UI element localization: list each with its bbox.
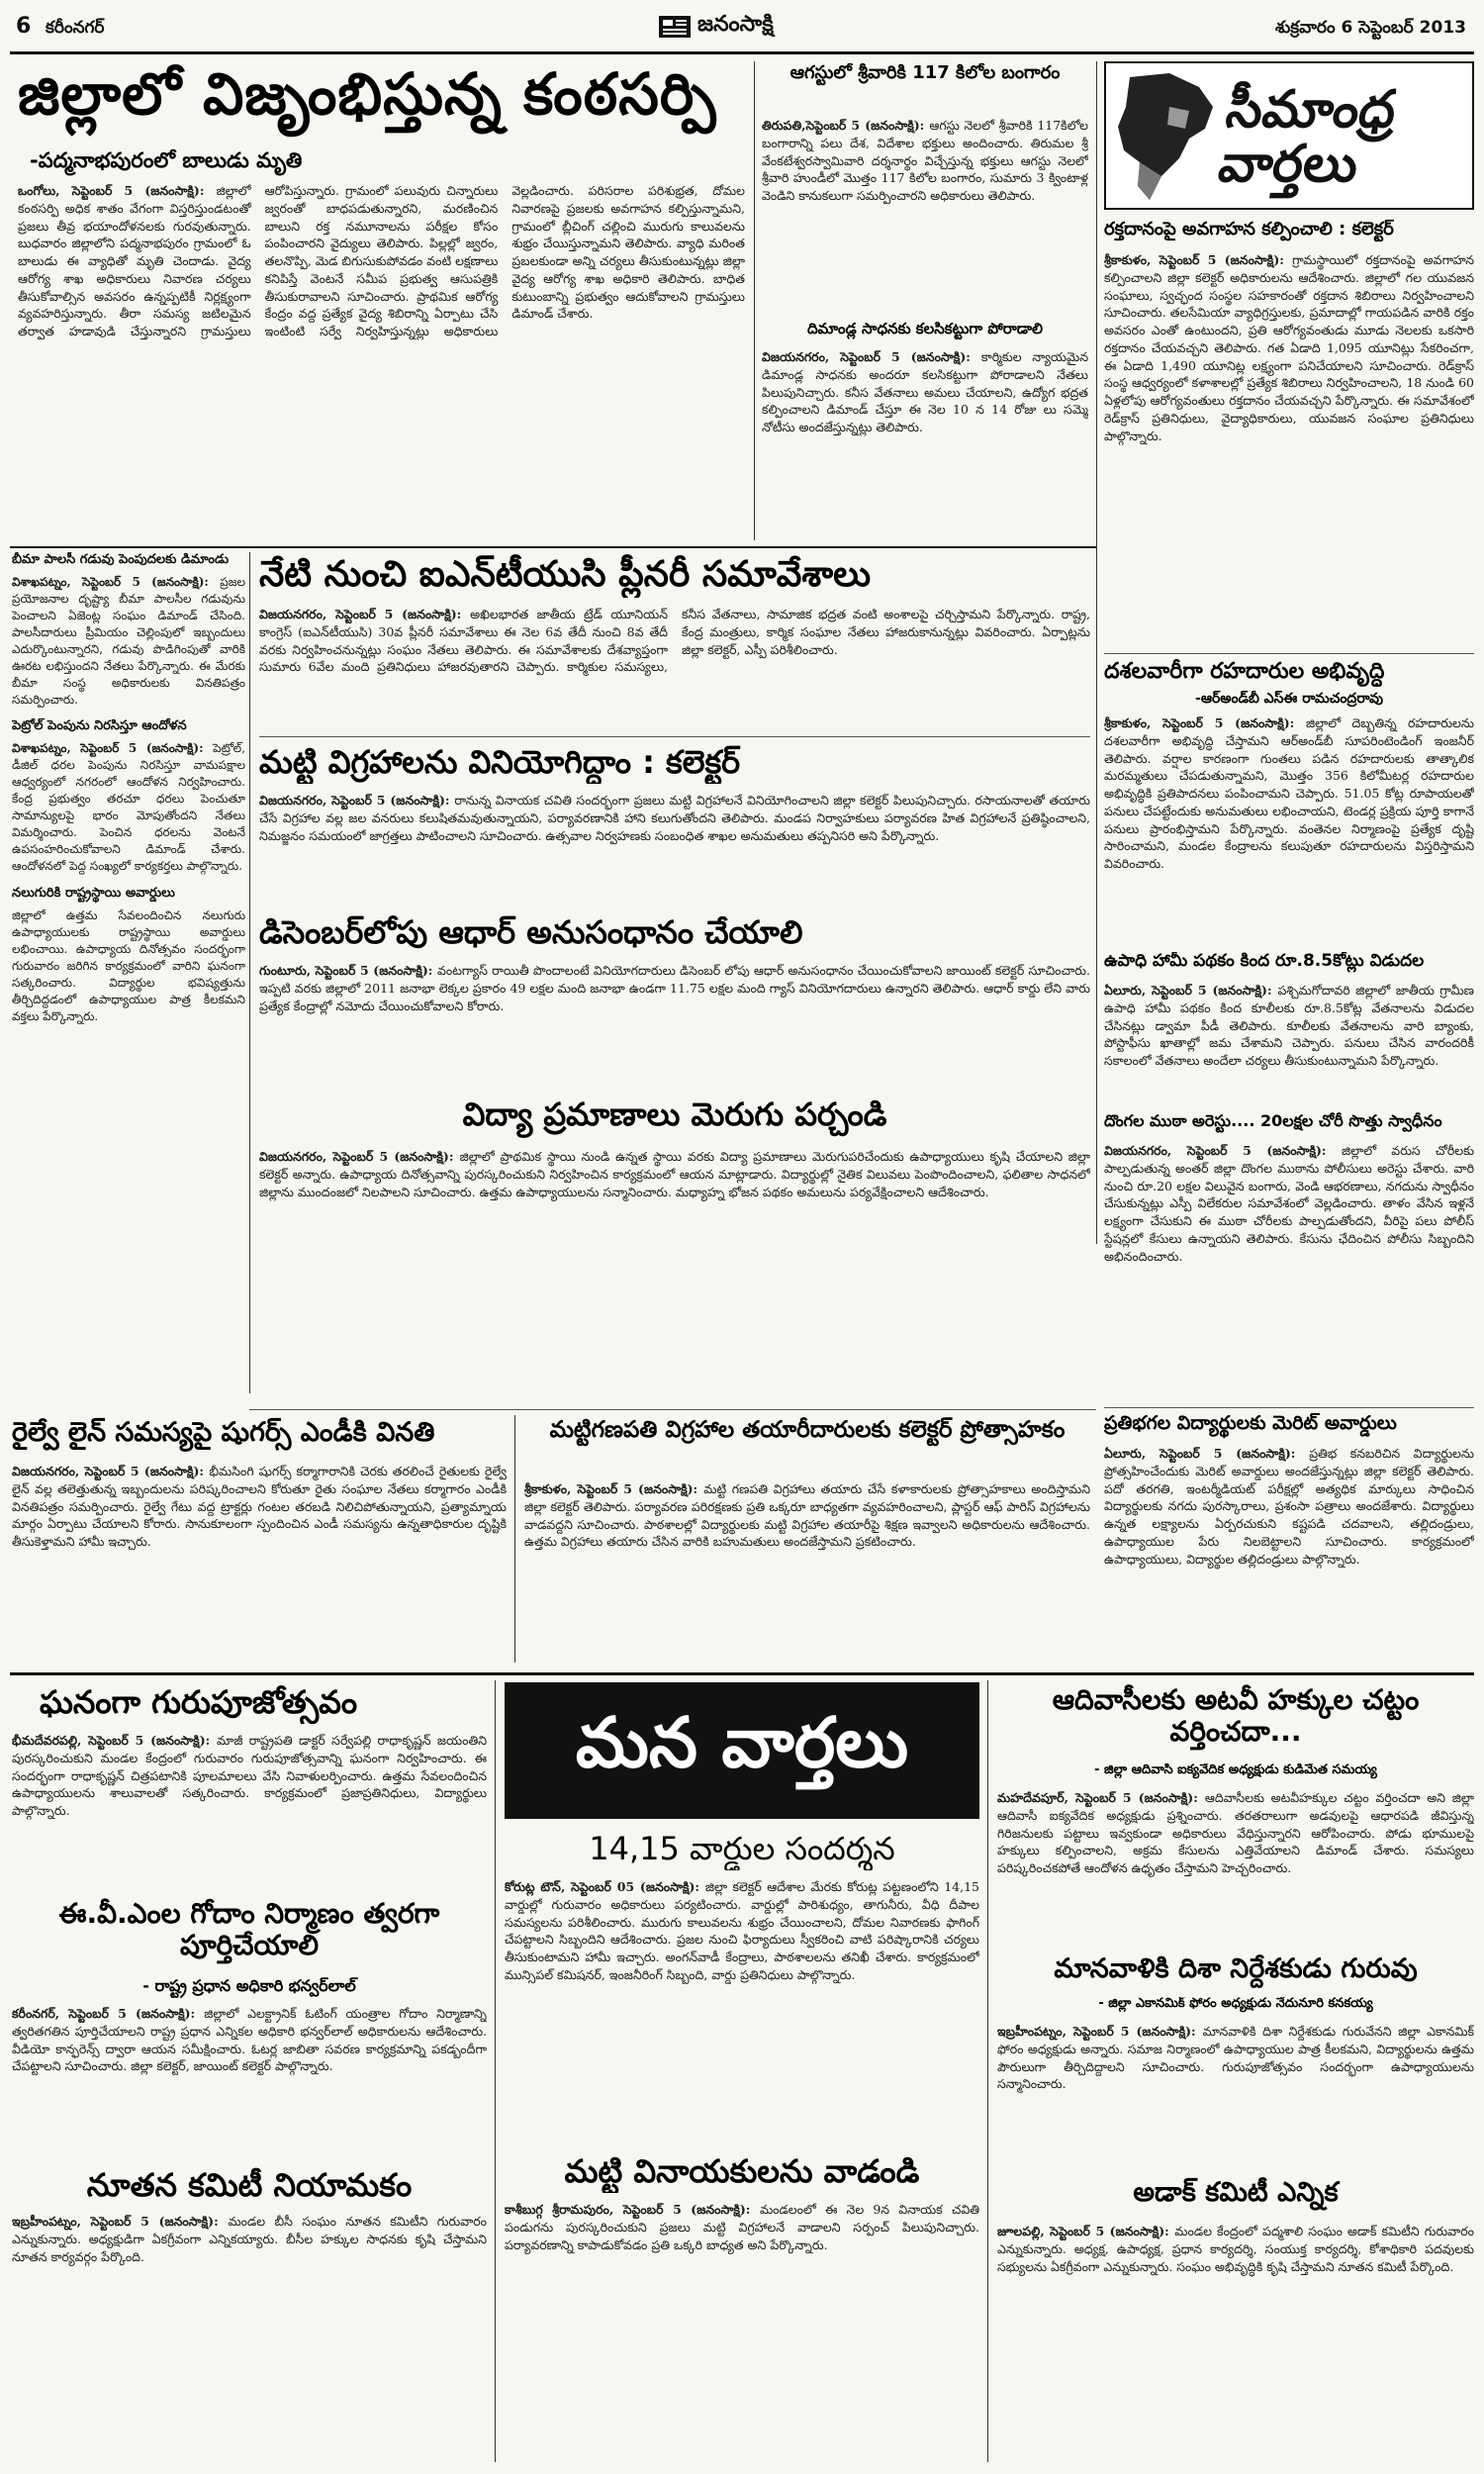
ganesh-story [524,1480,1090,1661]
demands-story [762,348,1088,540]
plenary-headline: నేటి నుంచి ఐఎన్‌టీయుసి ప్లీనరీ సమావేశాలు [259,554,872,595]
seemandhra-banner [1104,61,1474,210]
demands-dateline: విజయనగరం, సెప్టెంబర్ 5 (జనంసాక్షి): [762,349,981,364]
clay-dateline: కాశీబుగ్గ శ్రీరామపురం, సెప్టెంబర్ 5 (జనంసాక్షి): [505,2202,760,2217]
railway-dateline: విజయనగరం, సెప్టెంబర్ 5 (జనంసాక్షి): [12,1464,210,1478]
aadhaar-body: వంటగ్యాస్ రాయితీ పొందాలంటే వినియోగదారులు డిసెంబర్ లోపు ఆధార్ అనుసంధానం చేయించుకోవాలని జాయింట్ కలెక్టర్ సూచించారు. ఇప్పటి వరకు జిల్లాలో 2011 జనాభా లెక్కల ప్రకారం 49 లక్షల మంది జనాభా ఉండగా 11.75 లక్షల మంది గ్యాస్ వినియోగదారులు ఉన్నారని తెలిపారు. ఆధార్ కార్డు లేని వారు ప్రత్యేక కేంద్రాల్లో నమోదు చేయించుకోవాలని కోరారు. [259,963,1090,1013]
seemandhra-divider [1096,61,1097,1244]
guru-story [12,1732,487,1890]
guide-subhead: - జిల్లా ఎకానమిక్ ఫోరం అధ్యక్షుడు నేదునూరి కనకయ్య [1098,1997,1373,2011]
lead-divider [754,61,755,540]
bottom-band-rule [10,1672,1474,1675]
education-headline: విద్యా ప్రమాణాలు మెరుగు పర్చండి [462,1096,887,1133]
committee-story [12,2213,487,2460]
adhoc-dateline: జూలపల్లి, సెప్టెంబర్ 5 (జనంసాక్షి): [997,2224,1175,2238]
railway-story [12,1463,507,1661]
blood-headline: రక్తదానంపై అవగాహన కల్పించాలి : కలెక్టర్ [1104,220,1394,239]
plenary-body: అఖిలభారత జాతీయ ట్రేడ్ యూనియన్ కాంగ్రెస్ (ఐఎన్‌టీయుసి) 30వ ప్లీనరీ సమావేశాలు ఈ నెల 6వ తేదీ నుంచి 8వ తేదీ వరకు నిర్వహించనున్నట్లు సంఘం నేతలు తెలిపారు. ఈ సమావేశాలకు దేశవ్యాప్తంగా సుమారు 6వేల మంది ప్రతినిధులు హాజరవుతారని చెప్పారు. కార్మికుల సమస్యలు, కనీస వేతనాలు, సామాజిక భద్రత వంటి అంశాలపై చర్చిస్తామని పేర్కొన్నారు. రాష్ట్ర, కేంద్ర మంత్రులు, కార్మిక సంఘాల నేతలు హాజరుకానున్నట్లు వివరించారు. ఏర్పాట్లను జిల్లా కలెక్టర్, ఎస్పీ పరిశీలించారు. [259,607,1090,675]
andhra-pradesh-map-icon [1110,67,1219,206]
ganesh-dateline: శ్రీకాకుళం, సెప్టెంబర్ 5 (జనంసాక్షి): [524,1481,704,1496]
guide-story [997,2023,1474,2171]
blood-body: గ్రామస్థాయిలో రక్తదానంపై అవగాహన కల్పించాలని జిల్లా కలెక్టర్ అధికారులను ఆదేశించారు. జిల్లాలో గల యువజన సంఘాలు, స్వచ్ఛంద సంస్థల సహకారంతో రక్తదాన శిబిరాలు నిర్వహించాలని సూచించారు. తలసేమియా వ్యాధిగ్రస్తులకు, ప్రమాదాల్లో గాయపడిన వారికి రక్తం అవసరం ఎంతో ఉంటుందని, ప్రతి ఆరోగ్యవంతుడు మూడు నెలలకు ఒకసారి రక్తదానం చేయవచ్చని తెలిపారు. గత ఏడాది 1,095 యూనిట్లు సేకరించగా, ఈ ఏడాది 1,490 యూనిట్ల లక్ష్యంగా పనిచేయాలని సూచించారు. రెడ్‌క్రాస్ సంస్థ ఆధ్వర్యంలో కళాశాలల్లో ప్రత్యేక శిబిరాలు నిర్వహించాలని, 18 నుండి 60 ఏళ్లలోపు ఆరోగ్యవంతులు రక్తదానం చేయవచ్చని పేర్కొన్నారు. ఈ సమావేశంలో రెడ్‌క్రాస్ ప్రతినిధులు, వైద్యాధికారులు, యువజన సంఘాల ప్రతినిధులు పాల్గొన్నారు. [1104,252,1474,443]
employment-headline: ఉపాధి హామీ పథకం కింద రూ.8.5కోట్లు విడుదల [1104,952,1425,971]
idols-rule [259,736,1090,737]
guru-headline: ఘనంగా గురుపూజోత్సవం [40,1684,358,1721]
gold-body: ఆగస్టు నెలలో శ్రీవారికి 117కిలోల బంగారాన్ని పలు దేశ, విదేశాల భక్తులు అందించారు. తిరుమల శ్రీ వేంకటేశ్వరస్వామివారి దర్శనార్థం విచ్చేస్తున్న భక్తులు ఆగస్టు నెలలో శ్రీవారి హుండీలో మొత్తం 117 కిలోల బంగారం, సుమారు 3 క్వింటాళ్ల వెండిని కానుకలుగా సమర్పించారని అధికారులు తెలిపారు. [762,118,1088,203]
bottom-left-divider [495,1680,496,2462]
aadhaar-story [259,962,1090,1091]
merit-dateline: ఏలూరు, సెప్టెంబర్ 5 (జనంసాక్షి): [1104,1446,1310,1461]
wards-body: జిల్లా కలెక్టర్ ఆదేశాల మేరకు కోరుట్ల పట్టణంలోని 14,15 వార్డుల్లో గురువారం అధికారులు పర్యటించారు. వార్డుల్లో పారిశుధ్యం, తాగునీరు, వీధి దీపాల సమస్యలను పరిశీలించారు. మురుగు కాలువలను శుభ్రం చేయించాలని, దోమల నివారణకు ఫాగింగ్ చేపట్టాలని సిబ్బందిని ఆదేశించారు. ప్రజల నుంచి ఫిర్యాదులు స్వీకరించి వాటి పరిష్కారానికి చర్యలు తీసుకుంటామని హామీ ఇచ్చారు. అంగన్‌వాడీ కేంద్రాలు, పాఠశాలలను తనిఖీ చేశారు. కార్యక్రమంలో మున్సిపల్ కమిషనర్, ఇంజనీరింగ్ సిబ్బంది, వార్డు ప్రతినిధులు పాల్గొన్నారు. [505,1879,979,1982]
idols-body: రానున్న వినాయక చవితి సందర్భంగా ప్రజలు మట్టి విగ్రహాలనే వినియోగించాలని జిల్లా కలెక్టర్ పిలుపునిచ్చారు. రసాయనాలతో తయారు చేసే విగ్రహాల వల్ల జల వనరులు కలుషితమవుతున్నాయని, పర్యావరణానికి హాని కలుగుతోందని తెలిపారు. మండప నిర్వాహకులు పర్యావరణ హిత విగ్రహాలనే ప్రతిష్ఠించాలని, నిమజ్జనం సమయంలో జాగ్రత్తలు పాటించాలని సూచించారు. ఉత్సవాల నిర్వహణకు సంబంధిత శాఖల అనుమతులు తప్పనిసరి అని పేర్కొన్నారు. [259,793,1090,843]
railway-rule [249,1409,1096,1410]
theft-story [1104,1142,1474,1401]
idols-headline: మట్టి విగ్రహాలను వినియోగిద్దాం : కలెక్టర్ [259,744,741,781]
demands-body: కార్మికుల న్యాయమైన డిమాండ్ల సాధనకు అందరూ కలసికట్టుగా పోరాడాలని నేతలు పిలుపునిచ్చారు. కనీస వేతనాలు అమలు చేయాలని, ఉద్యోగ భద్రత కల్పించాలని డిమాండ్ చేస్తూ ఈ నెల 10 న 14 రోజు లు సమ్మె నోటీసు అందజేస్తున్నట్లు తెలిపారు. [762,349,1088,434]
adhoc-body: మండల కేంద్రంలో పద్మశాలి సంఘం అడాక్ కమిటీని గురువారం ఎన్నుకున్నారు. అధ్యక్ష, ఉపాధ్యక్ష, ప్రధాన కార్యదర్శి, సంయుక్త కార్యదర్శి, కోశాధికారి పదవులకు సభ్యులను ఏకగ్రీవంగా ఎన్నుకున్నారు. సంఘం అభివృద్ధికి కృషి చేస్తామని నూతన కమిటీ పేర్కొంది. [997,2224,1474,2274]
insurance-dateline: విశాఖపట్నం, సెప్టెంబర్ 5 (జనంసాక్షి): [12,575,221,589]
blood-story [1104,251,1474,649]
newspaper-logo-icon [658,12,692,42]
petrol-headline: పెట్రోల్ పెంపును నిరసిస్తూ ఆందోళన [12,718,187,734]
employment-story [1104,982,1474,1108]
plenary-dateline: విజయనగరం, సెప్టెంబర్ 5 (జనంసాక్షి): [259,607,471,621]
lead-story [18,182,745,540]
guide-headline: మానవాళికి దిశా నిర్దేశకుడు గురువు [1054,1953,1418,1984]
gold-headline: ఆగస్టులో శ్రీవారికి 117 కిలోల బంగారం [789,63,1061,83]
petrol-dateline: విశాఖపట్నం, సెప్టెంబర్ 5 (జనంసాక్షి): [12,741,214,756]
guru-body: మాజీ రాష్ట్రపతి డాక్టర్ సర్వేపల్లి రాధాకృష్ణన్ జయంతిని పురస్కరించుకుని మండల కేంద్రంలో గురువారం గురుపూజోత్సవాన్ని ఘనంగా నిర్వహించారు. ఈ సందర్భంగా రాధాకృష్ణన్ చిత్రపటానికి పూలమాలలు వేసి నివాళులర్పించారు. ఉత్తమ సేవలందించిన ఉపాధ్యాయులను శాలువాలతో సత్కరించారు. కార్యక్రమంలో ప్రజాప్రతినిధులు, విద్యార్థులు పాల్గొన్నారు. [12,1733,487,1818]
theft-body: జిల్లాలో వరుస చోరీలకు పాల్పడుతున్న అంతర్ జిల్లా దొంగల ముఠాను పోలీసులు అరెస్టు చేశారు. వారి నుంచి రూ.20 లక్షల విలువైన బంగారు, వెండి ఆభరణాలు, నగదును స్వాధీనం చేసుకున్నట్లు ఎస్పీ విలేకరుల సమావేశంలో వెల్లడించారు. తాళం వేసిన ఇళ్లనే లక్ష్యంగా చేసుకుని ఈ ముఠా చోరీలకు పాల్పడుతోందని, వీరిపై పలు పోలీస్ స్టేషన్లలో కేసులు ఉన్నాయని తెలిపారు. కేసును ఛేదించిన పోలీసు సిబ్బందిని అభినందించారు. [1104,1143,1474,1264]
evm-story [12,2005,487,2159]
education-dateline: విజయనగరం, సెప్టెంబర్ 5 (జనంసాక్షి): [259,1149,460,1164]
guide-dateline: ఇబ్రహీంపట్నం, సెప్టెంబర్ 5 (జనంసాక్షి): [997,2024,1203,2039]
idols-dateline: విజయనగరం, సెప్టెంబర్ 5 (జనంసాక్షి): [259,793,455,808]
railway-headline: రైల్వే లైన్ సమస్యపై షుగర్స్ ఎండీకి వినతి [12,1417,435,1448]
bottom-right-divider [987,1680,988,2462]
mana-vartalu-banner [505,1682,979,1819]
clay-story [505,2201,979,2460]
section-name: కరీంనగర్ [46,18,105,38]
roads-story [1104,714,1474,948]
adivasi-headline: ఆదివాసీలకు అటవీ హక్కుల చట్టం వర్తించదా... [1052,1684,1420,1749]
blood-dateline: శ్రీకాకుళం, సెప్టెంబర్ 5 (జనంసాక్షి): [1104,252,1293,267]
adivasi-subhead: - జిల్లా ఆదివాసీ ఐక్యవేదిక అధ్యక్షుడు కుడిమేత సమయ్య [1094,1763,1377,1777]
wards-story [505,1878,979,2145]
insurance-story [12,574,245,709]
gold-story [762,117,1088,315]
ganesh-headline: మట్టిగణపతి విగ్రహాల తయారీదారులకు కలెక్టర్ ప్రోత్సాహకం [549,1417,1066,1443]
aadhaar-headline: డిసెంబర్‌లోపు ఆధార్ అనుసంధానం చేయాలి [259,914,803,951]
evm-body: జిల్లాలో ఎలక్ట్రానిక్ ఓటింగ్ యంత్రాల గోదాం నిర్మాణాన్ని త్వరితగతిన పూర్తిచేయాలని రాష్ట్ర ప్రధాన ఎన్నికల అధికారి భన్వర్‌లాల్ అధికారులను ఆదేశించారు. వీడియో కాన్ఫరెన్స్ ద్వారా ఆయన సమీక్షించారు. ఓటర్ల జాబితా సవరణ కార్యక్రమాన్ని పకడ్బందీగా చేపట్టాలని సూచించారు. జిల్లా కలెక్టర్, జాయింట్ కలెక్టర్ పాల్గొన్నారు. [12,2006,487,2074]
clay-body: మండలంలో ఈ నెల 9న వినాయక చవితి పండుగను పురస్కరించుకుని ప్రజలు మట్టి విగ్రహాలనే వాడాలని సర్పంచ్ పిలుపునిచ్చారు. పర్యావరణాన్ని కాపాడుకోవడం ప్రతి ఒక్కరి బాధ్యత అని పేర్కొన్నారు. [505,2202,979,2252]
lead-subhead: -పద్మనాభపురంలో బాలుడు మృతి [30,148,303,172]
merit-headline: ప్రతిభగల విద్యార్థులకు మెరిట్ అవార్డులు [1104,1413,1397,1434]
idols-story [259,792,1090,908]
demands-subhead: దిమాండ్ల సాధనకు కలసికట్టుగా పోరాడాలి [806,321,1044,337]
roads-dateline: శ్రీకాకుళం, సెప్టెంబర్ 5 (జనంసాక్షి): [1104,715,1307,730]
awards-story [12,907,245,1025]
guru-dateline: భీమదేవరపల్లి, సెప్టెంబర్ 5 (జనంసాక్షి): [12,1733,217,1748]
clay-headline: మట్టి వినాయకులను వాడండి [564,2153,920,2190]
aadhaar-dateline: గుంటూరు, సెప్టెంబర్ 5 (జనంసాక్షి): [259,963,437,978]
seemandhra-banner-title: సీమాంధ్ర వార్తలు [1215,79,1401,194]
gold-dateline: తిరుపతి,సెప్టెంబర్ 5 (జనంసాక్షి): [762,118,930,133]
page-number: 6 [16,14,32,39]
ganesh-body: మట్టి గణపతి విగ్రహాలు తయారు చేసే కళాకారులకు ప్రోత్సాహకాలు అందిస్తామని జిల్లా కలెక్టర్ తెలిపారు. పర్యావరణ పరిరక్షణకు ప్రతి ఒక్కరూ బాధ్యతగా వ్యవహరించాలని, ప్లాస్టర్ ఆఫ్ పారిస్ విగ్రహాలను వాడవద్దని సూచించారు. పాఠశాలల్లో విద్యార్థులకు మట్టి విగ్రహాల తయారీపై శిక్షణ ఇవ్వాలని అధికారులను ఆదేశించారు. ఉత్తమ విగ్రహాలు తయారు చేసిన వారికి బహుమతులు అందజేస్తామని ప్రకటించారు. [524,1481,1090,1550]
committee-body: మండల బీసీ సంఘం నూతన కమిటీని గురువారం ఎన్నుకున్నారు. అధ్యక్షుడిగా ఏకగ్రీవంగా ఎన్నికయ్యారు. బీసీల హక్కుల సాధనకు కృషి చేస్తామని నూతన కార్యవర్గం పేర్కొంది. [12,2214,487,2264]
evm-subhead: - రాష్ట్ర ప్రధాన అధికారి భన్వర్‌లాల్ [142,1977,356,1995]
middle-band-rule [10,546,1096,548]
roads-headline: దశలవారీగా రహదారుల అభివృద్ధి [1104,659,1385,684]
railway-divider [514,1415,515,1663]
evm-dateline: కరీంనగర్, సెప్టెంబర్ 5 (జనంసాక్షి): [12,2006,205,2021]
roads-body: జిల్లాలో దెబ్బతిన్న రహదారులను దశలవారీగా అభివృద్ధి చేస్తామని ఆర్అండ్‌బీ సూపరింటెండింగ్ ఇంజనీర్ తెలిపారు. వర్షాల కారణంగా గుంతలు పడిన రహదారులకు తాత్కాలిక మరమ్మతులు చేపడుతున్నామని, మొత్తం 356 కిలోమీటర్ల రహదారుల అభివృద్ధికి ప్రతిపాదనలు పంపించామని చెప్పారు. 51.05 కోట్ల రూపాయలతో పనులు చేపట్టేందుకు అనుమతులు లభించాయని, టెండర్ల ప్రక్రియ పూర్తి కాగానే పనులు ప్రారంభిస్తామని పేర్కొన్నారు. వంతెనల నిర్మాణంపై ప్రత్యేక దృష్టి సారించామని, మండల కేంద్రాలను కలుపుతూ రహదారులను విస్తరిస్తామని వివరించారు. [1104,715,1474,871]
masthead-title: జనంసాక్షి [697,12,774,37]
merit-story [1104,1445,1474,1663]
employment-dateline: ఏలూరు, సెప్టెంబర్ 5 (జనంసాక్షి): [1104,983,1278,998]
adhoc-headline: అడాక్ కమిటీ ఎన్నిక [1133,2177,1339,2208]
merit-body: ప్రతిభ కనబరిచిన విద్యార్థులను ప్రోత్సహించేందుకు మెరిట్ అవార్డులు అందజేస్తున్నట్లు జిల్లా కలెక్టర్ తెలిపారు. పదో తరగతి, ఇంటర్మీడియట్ పరీక్షల్లో అత్యధిక మార్కులు సాధించిన విద్యార్థులకు నగదు పురస్కారాలు, ప్రశంసా పత్రాలు అందజేశారు. విద్యార్థులు ఉన్నత లక్ష్యాలను ఏర్పరచుకుని కష్టపడి చదవాలని, తల్లిదండ్రులు, ఉపాధ్యాయుల పేరు నిలబెట్టాలని సూచించారు. కార్యక్రమంలో ఉపాధ్యాయులు, విద్యార్థుల తల్లిదండ్రులు పాల్గొన్నారు. [1104,1446,1474,1567]
petrol-body: పెట్రోల్, డీజిల్ ధరల పెంపును నిరసిస్తూ వామపక్షాల ఆధ్వర్యంలో నగరంలో ఆందోళన నిర్వహించారు. కేంద్ర ప్రభుత్వం తరచూ ధరలు పెంచుతూ సామాన్యులపై భారం మోపుతోందని నేతలు విమర్శించారు. పెంచిన ధరలను వెంటనే ఉపసంహరించుకోవాలని డిమాండ్ చేశారు. ఆందోళనలో పెద్ద సంఖ్యలో కార్యకర్తలు పాల్గొన్నారు. [12,741,245,874]
awards-headline: నలుగురికి రాష్ట్రస్థాయి అవార్డులు [12,885,175,901]
wards-headline: 14,15 వార్డుల సందర్శన [589,1831,895,1867]
insurance-body: ప్రజల ప్రయోజనాల దృష్ట్యా బీమా పాలసీల గడువును పెంచాలని ఏజెంట్ల సంఘం డిమాండ్ చేసింది. పాలసీదారులు ప్రీమియం చెల్లింపులో ఇబ్బందులు ఎదుర్కొంటున్నారని, గడువు పొడిగింపుతో వారికి ఊరట లభిస్తుందని నేతలు పేర్కొన్నారు. ఈ మేరకు బీమా సంస్థ అధికారులకు వినతిపత్రం సమర్పించారు. [12,575,245,708]
theft-dateline: విజయనగరం, సెప్టెంబర్ 5 (జనంసాక్షి): [1104,1143,1343,1158]
roads-rule [1104,653,1474,654]
adhoc-story [997,2223,1474,2460]
guide-body: మానవాళికి దిశా నిర్దేశకుడు గురువేనని జిల్లా ఎకానమిక్ ఫోరం అధ్యక్షుడు అన్నారు. సమాజ నిర్మాణంలో ఉపాధ్యాయుల పాత్ర కీలకమని, విద్యార్థులను ఉత్తమ పౌరులుగా తీర్చిదిద్దాలని సూచించారు. గురుపూజోత్సవం సందర్భంగా ఉపాధ్యాయులను సన్మానించారు. [997,2024,1474,2092]
railway-body: భీమసింగి షుగర్స్ కర్మాగారానికి చెరకు తరలించే రైతులకు రైల్వే లైన్ వల్ల తలెత్తుతున్న ఇబ్బందులను పరిష్కరించాలని కోరుతూ రైతు సంఘాల నేతలు కర్మాగారం ఎండీకి వినతిపత్రం సమర్పించారు. రైల్వే గేటు వద్ద ట్రాక్టర్లు గంటల తరబడి నిలిచిపోతున్నాయని, ప్రత్యామ్నాయ మార్గం ఏర్పాటు చేయాలని కోరారు. సానుకూలంగా స్పందించిన ఎండీ సమస్యను ఉన్నతాధికారుల దృష్టికి తీసుకెళ్తామని హామీ ఇచ్చారు. [12,1464,507,1549]
masthead [658,8,846,46]
adivasi-dateline: మహదేవపూర్, సెప్టెంబర్ 5 (జనంసాక్షి): [997,1790,1205,1805]
lead-body: జిల్లాలో కంఠసర్పి అధిక శాతం వేగంగా విస్తరిస్తుండటంతో ప్రజలు తీవ్ర భయాందోళనలకు గురవుతున్నారు. బుధవారం జిల్లాలోని పద్మనాభపురం గ్రామంలో ఓ బాలుడు ఈ వ్యాధితో మృతి చెందాడు. వైద్య ఆరోగ్య శాఖ అధికారులు నివారణ చర్యలు తీసుకోవాల్సిన అవసరం ఉన్నప్పటికీ నిర్లక్ష్యంగా వ్యవహరిస్తున్నారు. తీరా సమస్య జటిలమైన తర్వాత హడావుడి చేస్తున్నారని గ్రామస్తులు ఆరోపిస్తున్నారు. గ్రామంలో పలువురు చిన్నారులు జ్వరంతో బాధపడుతున్నారని, మరణించిన బాలుని రక్త నమూనాలను పరీక్షల కోసం పంపించారని వైద్యులు తెలిపారు. పిల్లల్లో జ్వరం, తలనొప్పి, మెడ బిగుసుకుపోవడం వంటి లక్షణాలు కనిపిస్తే వెంటనే సమీప ప్రభుత్వ ఆసుపత్రికి తీసుకురావాలని సూచించారు. ప్రాథమిక ఆరోగ్య కేంద్రం వద్ద ప్రత్యేక వైద్య శిబిరాన్ని ఏర్పాటు చేసి ఇంటింటి సర్వే నిర్వహిస్తున్నట్లు అధికారులు వెల్లడించారు. పరిసరాల పరిశుభ్రత, దోమల నివారణపై ప్రజలకు అవగాహన కల్పిస్తున్నామని, గ్రామంలో బ్లీచింగ్ చల్లించి మురుగు కాలువలను శుభ్రం చేయిస్తున్నామని తెలిపారు. వ్యాధి మరింత ప్రబలకుండా అన్ని చర్యలు తీసుకుంటున్నట్లు జిల్లా వైద్య ఆరోగ్య శాఖ అధికారి తెలిపారు. బాధిత కుటుంబాన్ని ప్రభుత్వం ఆదుకోవాలని గ్రామస్తులు డిమాండ్ చేశారు. [18,183,745,338]
header-rule [10,51,1474,54]
wards-dateline: కోరుట్ల టౌన్, సెప్టెంబర్ 05 (జనంసాక్షి): [505,1879,705,1894]
theft-headline: దొంగల ముఠా అరెస్టు.... 20లక్షల చోరీ సొత్తు స్వాధీనం [1104,1112,1442,1130]
merit-rule [1104,1407,1474,1408]
committee-headline: నూతన కమిటీ నియామకం [86,2167,413,2204]
adivasi-body: ఆదివాసీలకు అటవీహక్కుల చట్టం వర్తించదా అని జిల్లా ఆదివాసీ ఐక్యవేదిక అధ్యక్షుడు ప్రశ్నించారు. తరతరాలుగా అడవులపై ఆధారపడి జీవిస్తున్న గిరిజనులకు పట్టాలు ఇవ్వకుండా అధికారులు వేధిస్తున్నారని ఆరోపించారు. పోడు భూములపై హక్కులు కల్పించాలని, అక్రమ కేసులను ఎత్తివేయాలని డిమాండ్ చేశారు. సమస్యలు పరిష్కరించకపోతే ఆందోళన ఉధృతం చేస్తామని హెచ్చరించారు. [997,1790,1474,1875]
insurance-headline: బీమా పాలసీ గడువు పెంపుదలకు డిమాండు [12,552,230,567]
roads-subhead: -ఆర్అండ్‌బీ ఎస్ఈ రామచంద్రరావు [1195,691,1383,707]
adivasi-story [997,1789,1474,1948]
left-briefs-divider [249,552,250,1393]
petrol-story [12,740,245,875]
employment-body: పశ్చిమగోదావరి జిల్లాలో జాతీయ గ్రామీణ ఉపాధి హామీ పథకం కింద కూలీలకు రూ.8.5కోట్ల వేతనాలను విడుదల చేసినట్లు డ్వామా పీడీ తెలిపారు. కూలీలకు వేతనాలను వారి బ్యాంకు, పోస్టాఫీసు ఖాతాల్లో జమ చేశామని చెప్పారు. పనులు చేసిన వారందరికీ సకాలంలో వేతనాలు అందేలా చర్యలు తీసుకుంటున్నామని పేర్కొన్నారు. [1104,983,1474,1068]
lead-dateline: ఒంగోలు, సెప్టెంబర్ 5 (జనంసాక్షి): [18,183,217,198]
committee-dateline: ఇబ్రహీంపట్నం, సెప్టెంబర్ 5 (జనంసాక్షి): [12,2214,229,2229]
left-briefs [12,552,245,1423]
education-body: జిల్లాలో ప్రాథమిక స్థాయి నుండి ఉన్నత స్థాయి వరకు విద్యా ప్రమాణాలు మెరుగుపరిచేందుకు ఉపాధ్యాయులు కృషి చేయాలని జిల్లా కలెక్టర్ అన్నారు. ఉపాధ్యాయ దినోత్సవాన్ని పురస్కరించుకుని నిర్వహించిన కార్యక్రమంలో ఆయన మాట్లాడారు. విద్యార్థుల్లో నైతిక విలువలు పెంపొందించాలని, ఫలితాల సాధనలో జిల్లాను ముందంజలో నిలపాలని సూచించారు. ఉత్తమ ఉపాధ్యాయులను సన్మానించారు. మధ్యాహ్న భోజన పథకం అమలును పర్యవేక్షించాలని ఆదేశించారు. [259,1149,1090,1199]
lead-headline: జిల్లాలో విజృంభిస్తున్న కంఠసర్పి [18,61,717,128]
awards-body: జిల్లాలో ఉత్తమ సేవలందించిన నలుగురు ఉపాధ్యాయులకు రాష్ట్రస్థాయి అవార్డులు లభించాయి. ఉపాధ్యాయ దినోత్సవం సందర్భంగా గురువారం జరిగిన కార్యక్రమంలో వారిని ఘనంగా సత్కరించారు. విద్యార్థుల భవిష్యత్తును తీర్చిదిద్దడంలో ఉపాధ్యాయుల పాత్ర కీలకమని వక్తలు పేర్కొన్నారు. [12,907,245,1023]
issue-date: శుక్రవారం 6 సెప్టెంబర్ 2013 [1275,18,1466,38]
plenary-story [259,606,1090,730]
evm-headline: ఈ.వీ.ఎంల గోదాం నిర్మాణం త్వరగా పూర్తిచేయాలి [58,1898,440,1962]
education-story [259,1148,1090,1296]
mana-vartalu-title: మన వార్తలు [575,1701,909,1783]
page-header [10,6,1474,53]
